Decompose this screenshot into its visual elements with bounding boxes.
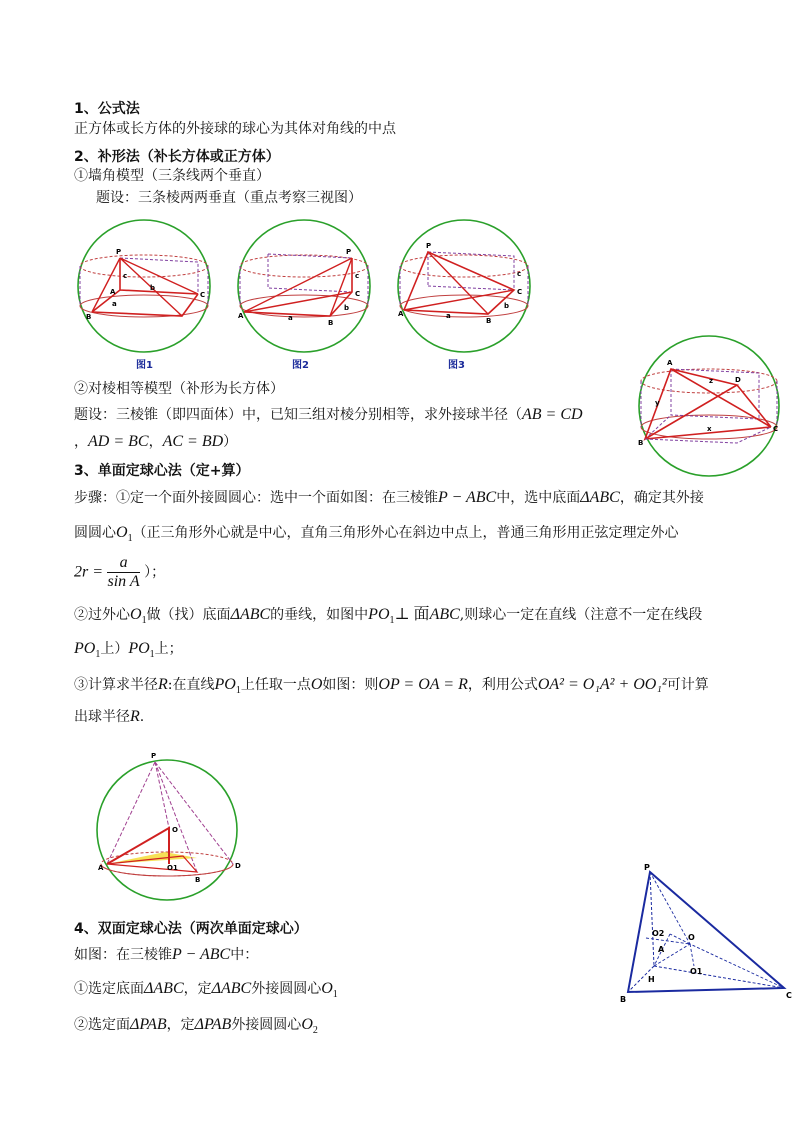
fig4-label-A: A: [667, 359, 673, 367]
fig4-label-z: z: [709, 377, 714, 385]
eq-ad-bc: AD = BC: [88, 433, 149, 450]
fig4-label-B: B: [638, 439, 644, 447]
figure-2-caption: 图2: [292, 360, 309, 371]
figure-3-sphere: [390, 222, 540, 357]
figure-3-caption: 图3: [448, 360, 465, 371]
fig4-label-D: D: [735, 376, 741, 384]
figure-1-sphere: [70, 222, 220, 357]
eq-ac-bd: AC = BD: [162, 433, 224, 450]
fig1-label-a: a: [112, 300, 117, 308]
fig1-label-c: c: [123, 272, 128, 280]
fig2-label-b: b: [344, 304, 350, 312]
fig3-label-C: C: [517, 288, 523, 296]
fig1-label-A: A: [110, 288, 116, 296]
method-opposite-edges-equations: ，AD = BC，AC = BD）: [74, 433, 238, 450]
section-4-line-2: ①选定底面ΔABC，定ΔABC外接圆圆心$O_1$: [74, 980, 338, 1000]
fig2-label-c: c: [355, 272, 360, 280]
fig2-label-P: P: [346, 248, 352, 256]
section-4-line-1: 如图：在三棱锥P − ABC中：: [74, 946, 259, 963]
fig3-label-A: A: [398, 310, 404, 318]
figure-2-sphere: [230, 222, 380, 357]
section-4-line-3: ②选定面ΔPAB，定ΔPAB外接圆圆心$O_2$: [74, 1016, 318, 1036]
fig4-label-y: y: [655, 399, 660, 407]
section-3-step-3-cont: 出球半径R.: [74, 708, 145, 725]
fig5-label-B: B: [195, 876, 201, 884]
fig6-label-O1: O1: [690, 967, 703, 976]
section-4-title: 4、双面定球心法（两次单面定球心）: [74, 921, 308, 937]
section-3-step-1-cont: 圆圆心$O_1$（正三角形外心就是中心，直角三角形外心在斜边中点上，普通三角形用正弦定理定外心: [74, 524, 679, 544]
fig5-label-A: A: [98, 864, 104, 872]
section-3-step-3: ③计算求半径R:在直线$PO_1$上任取一点O如图：则OP = OA = R，利用公式OA² = O₁A² + OO₁²可计算: [74, 676, 709, 696]
fig6-label-C: C: [786, 991, 792, 1000]
method-opposite-edges-condition: 题设：三棱锥（即四面体）中，已知三组对棱分别相等，求外接球半径（AB = CD: [74, 406, 583, 423]
section-3-step-1: 步骤：①定一个面外接圆圆心：选中一个面如图：在三棱锥P − ABC中，选中底面ΔABC，确定其外接: [74, 489, 704, 506]
fig2-label-a: a: [288, 314, 293, 322]
fig1-label-B: B: [86, 313, 92, 321]
fig4-label-C: C: [773, 425, 779, 433]
section-3-title: 3、单面定球心法（定+算）: [74, 463, 250, 479]
fig6-label-B: B: [620, 995, 627, 1004]
formula-sine-law: 2r = $\frac{a}{\text{sin A}}$ ）；: [74, 554, 166, 590]
fig5-label-O: O: [172, 826, 178, 834]
fig2-label-C: C: [355, 290, 361, 298]
fig6-label-O2: O2: [652, 929, 665, 938]
fig3-label-c: c: [517, 270, 522, 278]
fig1-label-P: P: [116, 248, 122, 256]
fig5-label-O1: O1: [167, 864, 178, 872]
method-wall-corner: ①墙角模型（三条线两个垂直）: [74, 168, 270, 184]
section-3-step-2: ②过外心$O_1$做（找）底面ΔABC的垂线，如图中$PO_1\perp$ 面ABC,则球心一定在直线（注意不一定在线段: [74, 606, 703, 626]
fig3-label-b: b: [504, 302, 510, 310]
figure-5-sphere-cone: [95, 748, 245, 888]
section-1-title: 1、公式法: [74, 101, 140, 117]
method-opposite-edges: ②对棱相等模型（补形为长方体）: [74, 381, 284, 397]
figure-6-tetrahedron: [610, 858, 795, 1008]
section-1-text: 正方体或长方体的外接球的球心为其体对角线的中点: [74, 121, 396, 137]
fig3-label-a: a: [446, 312, 451, 320]
section-3-step-2-cont: $PO_1$上）$PO_1$上；: [74, 640, 183, 660]
fig1-label-C: C: [200, 291, 206, 299]
fig5-label-P: P: [151, 752, 157, 760]
fig6-label-O: O: [688, 933, 695, 942]
figure-4-sphere: [635, 335, 785, 480]
fig6-label-P: P: [644, 863, 650, 872]
figure-1-caption: 图1: [136, 360, 153, 371]
fig3-label-P: P: [426, 242, 432, 250]
fig2-label-B: B: [328, 319, 334, 327]
fig4-label-x: x: [707, 425, 712, 433]
method-wall-corner-condition: 题设：三条棱两两垂直（重点考察三视图）: [96, 190, 362, 206]
fig6-label-A: A: [658, 945, 665, 954]
fig2-label-A: A: [238, 312, 244, 320]
fig5-label-D: D: [235, 862, 241, 870]
section-2-title: 2、补形法（补长方体或正方体）: [74, 149, 280, 165]
fig6-label-H: H: [648, 975, 655, 984]
fig3-label-B: B: [486, 317, 492, 325]
eq-ab-cd: AB = CD: [522, 406, 583, 423]
fig1-label-b: b: [150, 284, 156, 292]
